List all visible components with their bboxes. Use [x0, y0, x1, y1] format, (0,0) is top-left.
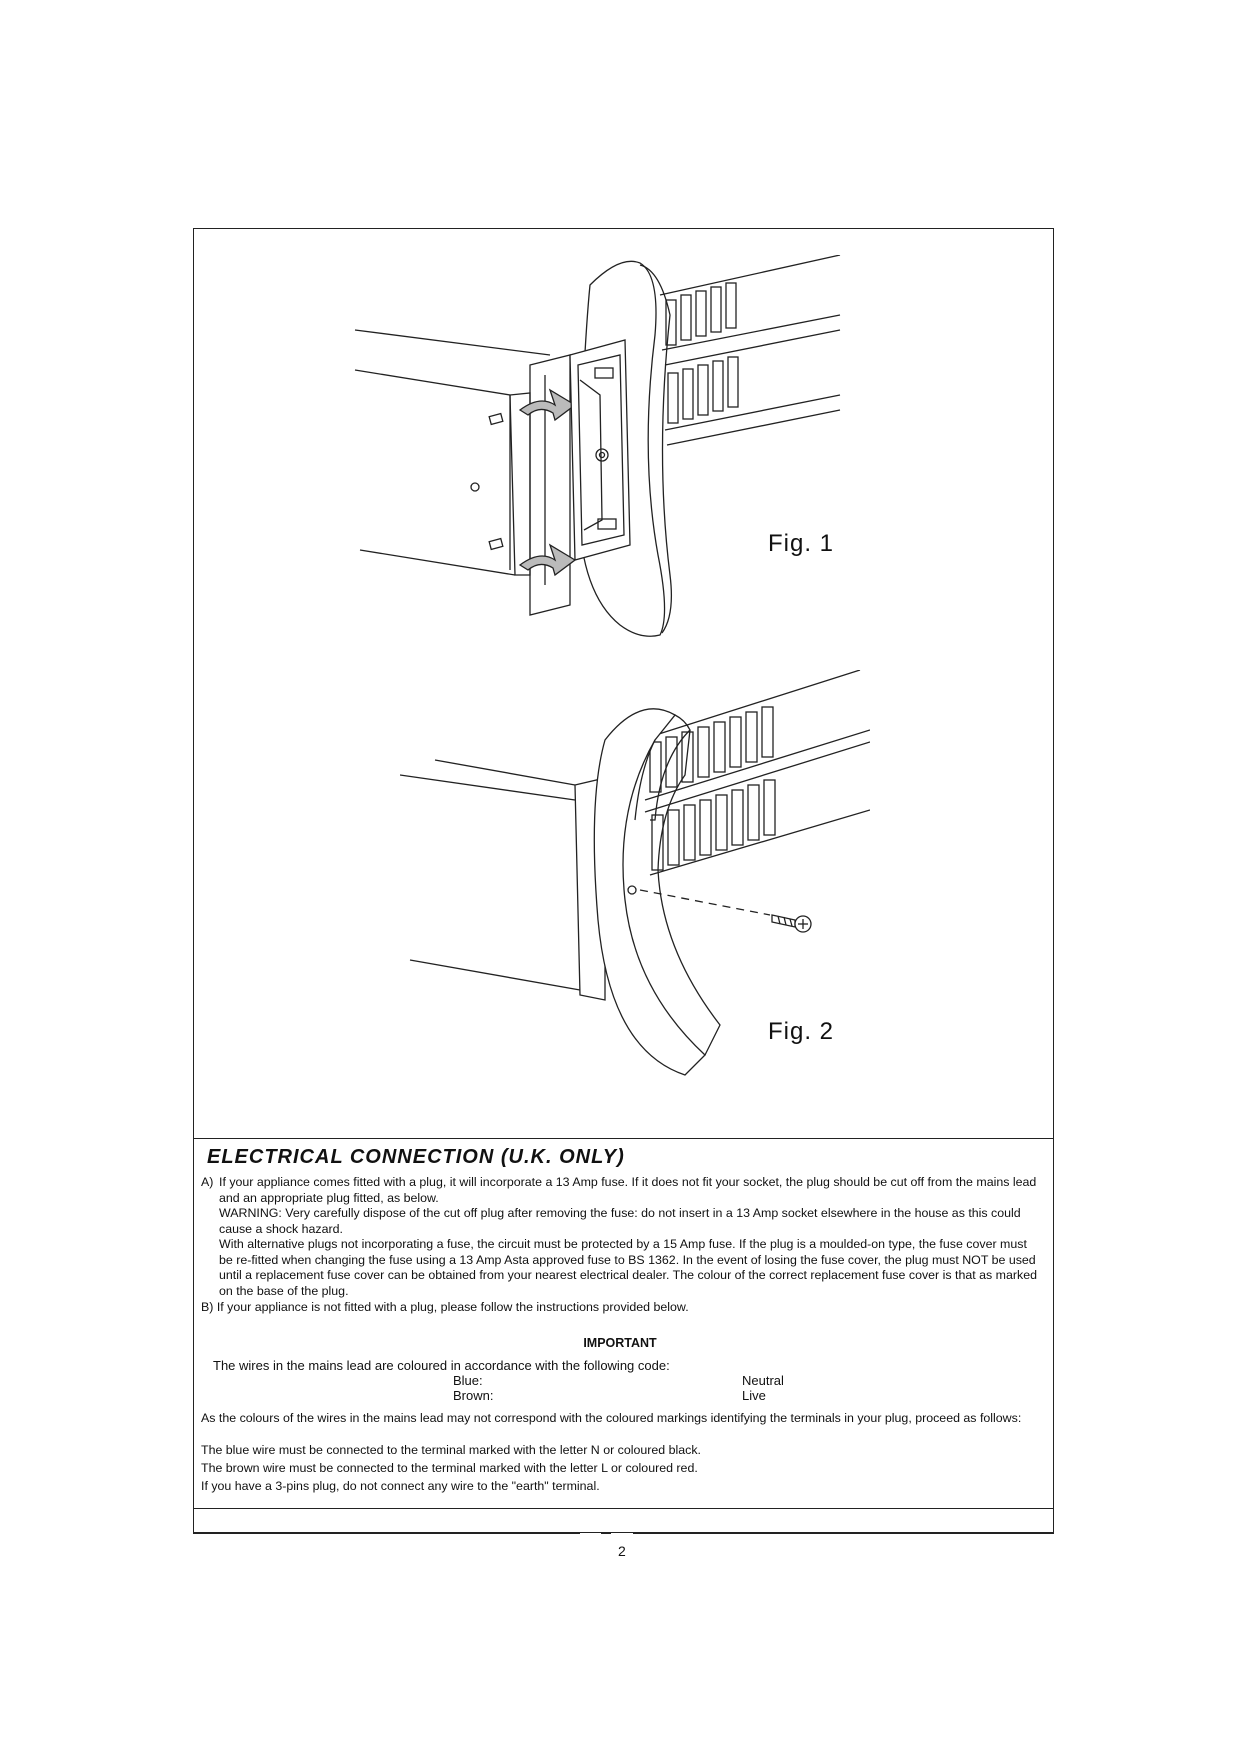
wires-intro: The wires in the mains lead are coloured in accordance with the following code: — [213, 1358, 670, 1373]
paragraph-b: B) If your appliance is not fitted with a plug, please follow the instructions provided below. — [201, 1300, 689, 1314]
section-divider-top — [193, 1138, 1054, 1139]
important-heading: IMPORTANT — [583, 1336, 657, 1350]
footer-rule-left — [193, 1533, 580, 1534]
figure-2-label: Fig. 2 — [768, 1018, 835, 1045]
instruction-earth-terminal: If you have a 3-pins plug, do not connect any wire to the "earth" terminal. — [201, 1479, 600, 1493]
page-number: 2 — [618, 1543, 626, 1559]
paragraph-a-warning: WARNING: Very carefully dispose of the cut off plug after removing the fuse: do not insert in a 13 Amp socket elsewhere in the house as this could cause a shock hazard. — [219, 1206, 1021, 1236]
instruction-brown-wire: The brown wire must be connected to the terminal marked with the letter L or coloured red. — [201, 1461, 698, 1475]
instruction-blue-wire: The blue wire must be connected to the terminal marked with the letter N or coloured black. — [201, 1443, 701, 1457]
paragraph-a-text-3: With alternative plugs not incorporating a fuse, the circuit must be protected by a 15 Amp fuse. If the plug is a moulded-on type, the fuse cover must be re-fitted when changing the fuse using a 13 Amp Asta approved fuse to BS 1362. In the event of losing the fuse cover, the plug must NOT be used until a replacement fuse cover can be obtained from your nearest electrical dealer. The colour of the correct replacement fuse cover is that as marked on the base of the plug. — [219, 1237, 1037, 1298]
footer-rule-right — [633, 1533, 1054, 1534]
wire-blue-colour: Blue: — [453, 1373, 483, 1388]
paragraph-a-label: A) — [201, 1175, 214, 1189]
wire-brown-colour: Brown: — [453, 1388, 494, 1403]
footer-dash — [601, 1533, 611, 1534]
figure-1-label: Fig. 1 — [768, 530, 835, 557]
figure-1-illustration — [340, 255, 860, 640]
wire-blue-meaning: Neutral — [742, 1373, 784, 1388]
paragraph-c: As the colours of the wires in the mains lead may not correspond with the coloured markings identifying the terminals in your plug, proceed as follows: — [201, 1411, 1022, 1425]
paragraph-a — [201, 1175, 1041, 1299]
section-title: ELECTRICAL CONNECTION (U.K. ONLY) — [207, 1146, 625, 1168]
wire-brown-meaning: Live — [742, 1388, 766, 1403]
paragraph-a-text-1: If your appliance comes fitted with a plug, it will incorporate a 13 Amp fuse. If it does not fit your socket, the plug should be cut off from the mains lead and an appropriate plug fitted, as below. — [219, 1175, 1037, 1205]
section-divider-bottom — [193, 1508, 1054, 1509]
